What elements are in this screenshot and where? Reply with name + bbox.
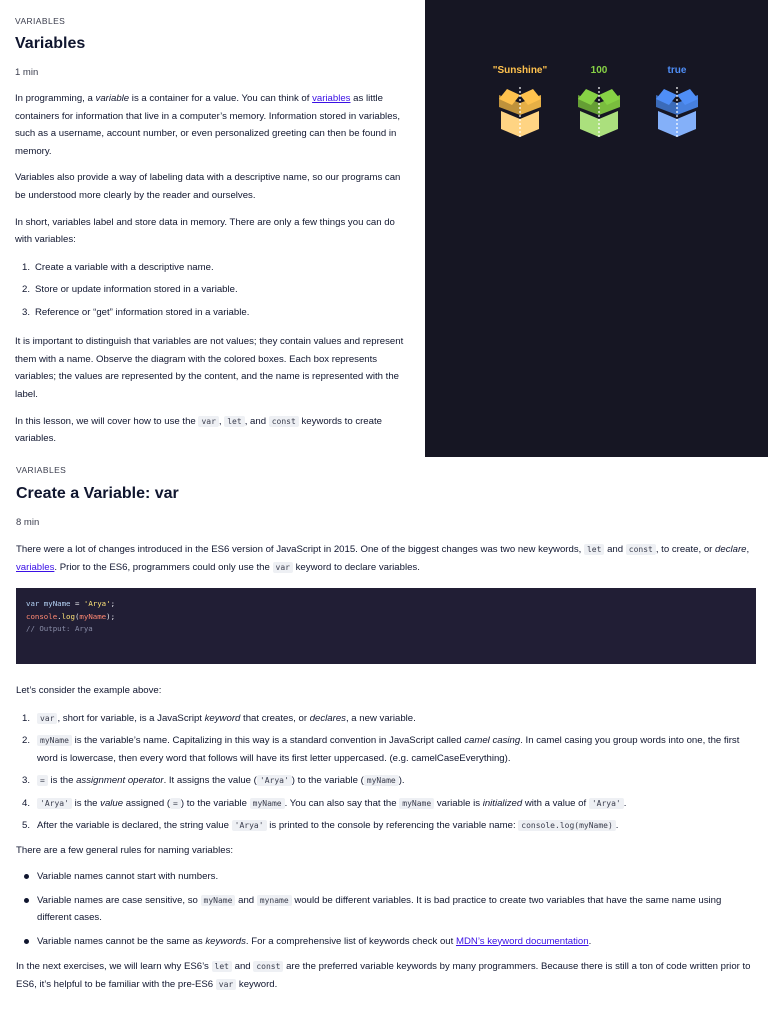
open-box-icon: [652, 85, 702, 139]
box-true: [637, 65, 717, 139]
paragraph-es6-intro: There were a lot of changes introduced in the ES6 version of JavaScript in 2015. One of the biggest changes was two new keywords, let and const , to create, or declare, variables. Prior to the ES6, programmers could only use the var keyword to declare variables.: [16, 544, 750, 573]
reading-time: 8 min: [16, 517, 40, 528]
lesson-title: Create a Variable: var: [16, 485, 179, 502]
open-box-icon: [574, 85, 624, 139]
list-item: 1. var , short for variable, is a JavaScript keyword that creates, or declares, a new variable.: [22, 712, 416, 724]
paragraph-naming-rules: There are a few general rules for naming variables:: [16, 844, 234, 856]
variable-actions-list: [15, 257, 407, 325]
code-line: console.log(myName);: [26, 611, 116, 621]
lesson-eyebrow: VARIABLES: [15, 16, 66, 26]
list-item: Variable names cannot start with numbers.: [16, 868, 754, 886]
paragraph-summary: In short, variables label and store data in memory. There are only a few things you can do with variables:: [15, 216, 395, 246]
list-item: 2. myName is the variable’s name. Capitalizing in this way is a standard convention in JavaScript called camel casing. In camel casing you group words into one, the first word is lowercase, then every word that follows will have its first letter uppercased. (e.g. camelCaseEverything).: [22, 735, 740, 764]
list-item: 5. After the variable is declared, the string value 'Arya' is printed to the console by referencing the variable name: console.log(myName) .: [22, 820, 619, 831]
explanation-list: [16, 710, 754, 835]
box-label: "Sunshine": [492, 65, 548, 76]
open-box-icon: [495, 85, 545, 139]
list-item: Variable names cannot be the same as keywords. For a comprehensive list of keywords check out MDN’s keyword documentation.: [16, 933, 754, 951]
variables-link[interactable]: variables: [312, 93, 351, 104]
lesson-create-variable-var: [0, 457, 768, 1024]
box-label: 100: [590, 65, 608, 76]
box-100: [559, 65, 639, 139]
naming-rules-list: [16, 868, 754, 950]
lesson-title: Variables: [15, 35, 86, 52]
box-sunshine: [480, 65, 560, 139]
list-item: 2. Store or update information stored in a variable.: [22, 284, 238, 296]
list-item: Variable names are case sensitive, so myName and myname would be different variables. It is bad practice to create two variables that have the same name using different cases.: [16, 892, 754, 927]
list-item: 4. 'Arya' is the value assigned ( = ) to the variable myName . You can also say that the myName variable is initialized with a value of 'Arya' .: [22, 797, 627, 809]
box-label: true: [667, 65, 687, 76]
list-item: 1. Create a variable with a descriptive name.: [22, 261, 214, 273]
code-line: var myName = 'Arya';: [26, 599, 116, 608]
reading-time: 1 min: [15, 67, 39, 78]
paragraph-next-exercises: In the next exercises, we will learn why ES6’s let and const are the preferred variable keywords by many programmers. Because there is still a ton of code written prior to ES6, it’s helpful to be familiar with the pre-ES6 var keyword.: [16, 961, 751, 990]
paragraph-intro: In programming, a variable is a container for a value. You can think of variables as little containers for information that live in a computer’s memory. Information stored in variables, such as a username, account number, or even personalized greeting can then be found in memory.: [15, 93, 400, 157]
mdn-keyword-docs-link[interactable]: MDN’s keyword documentation: [455, 935, 589, 947]
paragraph-labeling: Variables also provide a way of labeling data with a descriptive name, so our programs can be understood more clearly by the reader and ourselves.: [15, 172, 401, 201]
lesson-eyebrow: VARIABLES: [16, 465, 67, 475]
code-example[interactable]: [16, 588, 756, 664]
list-item: 3. = is the assignment operator. It assigns the value ( 'Arya' ) to the variable ( myName ).: [22, 775, 405, 786]
paragraph-lesson-scope: In this lesson, we will cover how to use the var , let , and const keywords to create variables.: [15, 415, 382, 445]
lesson-variables: [0, 0, 425, 457]
list-item: 3. Reference or “get” information stored in a variable.: [22, 306, 250, 318]
code-comment: // Output: Arya: [26, 624, 93, 633]
variable-boxes-diagram: [425, 0, 768, 457]
variables-link[interactable]: variables: [16, 561, 55, 573]
paragraph-consider: Let’s consider the example above:: [16, 685, 162, 696]
paragraph-distinguish: It is important to distinguish that variables are not values; they contain values and represent them with a name. Observe the diagram with the colored boxes. Each box represents variables; the values are represented by the content, and the name is represented with the label.: [15, 336, 404, 401]
